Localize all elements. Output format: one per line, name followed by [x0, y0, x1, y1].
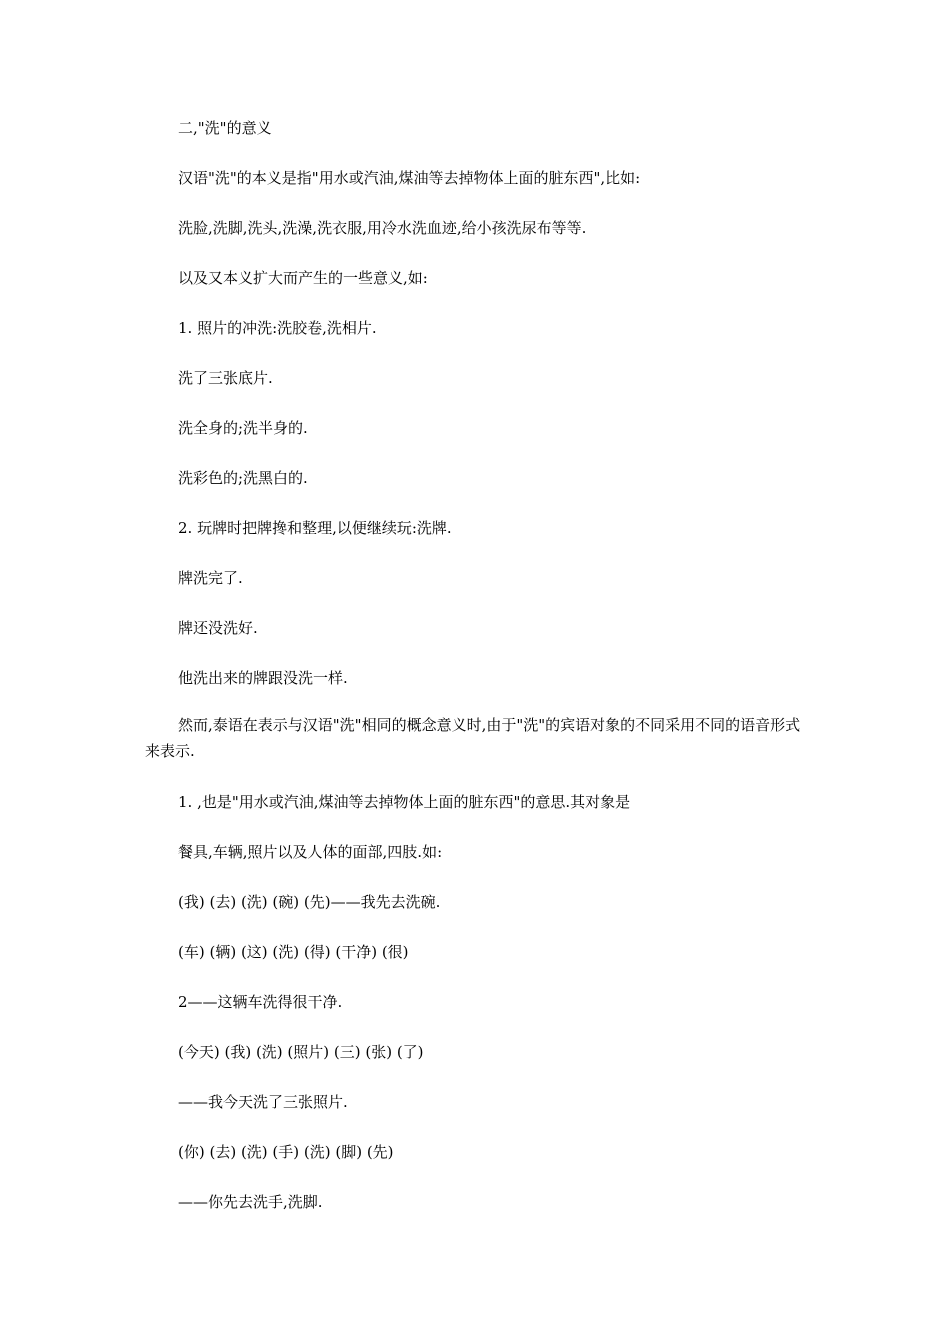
text-line: 1. ,也是"用水或汽油,煤油等去掉物体上面的脏东西"的意思.其对象是: [178, 793, 631, 811]
text-line: 2. 玩牌时把牌搀和整理,以便继续玩:洗牌.: [178, 519, 452, 537]
text-line: 牌还没洗好.: [178, 619, 258, 637]
text-line: 洗脸,洗脚,洗头,洗澡,洗衣服,用冷水洗血迹,给小孩洗尿布等等.: [178, 219, 587, 237]
text-line: (车) (辆) (这) (洗) (得) (干净) (很): [178, 943, 409, 961]
text-line: 牌洗完了.: [178, 569, 243, 587]
text-line: ——你先去洗手,洗脚.: [178, 1193, 323, 1211]
text-line: ——我今天洗了三张照片.: [178, 1093, 348, 1111]
text-line: 洗彩色的;洗黑白的.: [178, 469, 308, 487]
text-line: 以及又本义扩大而产生的一些意义,如:: [178, 269, 428, 287]
section-heading: 二,"洗"的意义: [178, 119, 272, 137]
text-line: 1. 照片的冲洗:洗胶卷,洗相片.: [178, 319, 377, 337]
text-line: (今天) (我) (洗) (照片) (三) (张) (了): [178, 1043, 424, 1061]
text-line: (我) (去) (洗) (碗) (先)——我先去洗碗.: [178, 893, 441, 911]
text-line: (你) (去) (洗) (手) (洗) (脚) (先): [178, 1143, 394, 1161]
text-line: 2——这辆车洗得很干净.: [178, 993, 343, 1011]
text-line: 他洗出来的牌跟没洗一样.: [178, 669, 348, 687]
text-line: 餐具,车辆,照片以及人体的面部,四肢.如:: [178, 843, 443, 861]
paragraph-wrapped: 然而,泰语在表示与汉语"洗"相同的概念意义时,由于"洗"的宾语对象的不同采用不同的语音形式来表示.: [145, 716, 801, 760]
text-line: 洗了三张底片.: [178, 369, 273, 387]
text-line: 洗全身的;洗半身的.: [178, 419, 308, 437]
text-line: 汉语"洗"的本义是指"用水或汽油,煤油等去掉物体上面的脏东西",比如:: [178, 169, 641, 187]
